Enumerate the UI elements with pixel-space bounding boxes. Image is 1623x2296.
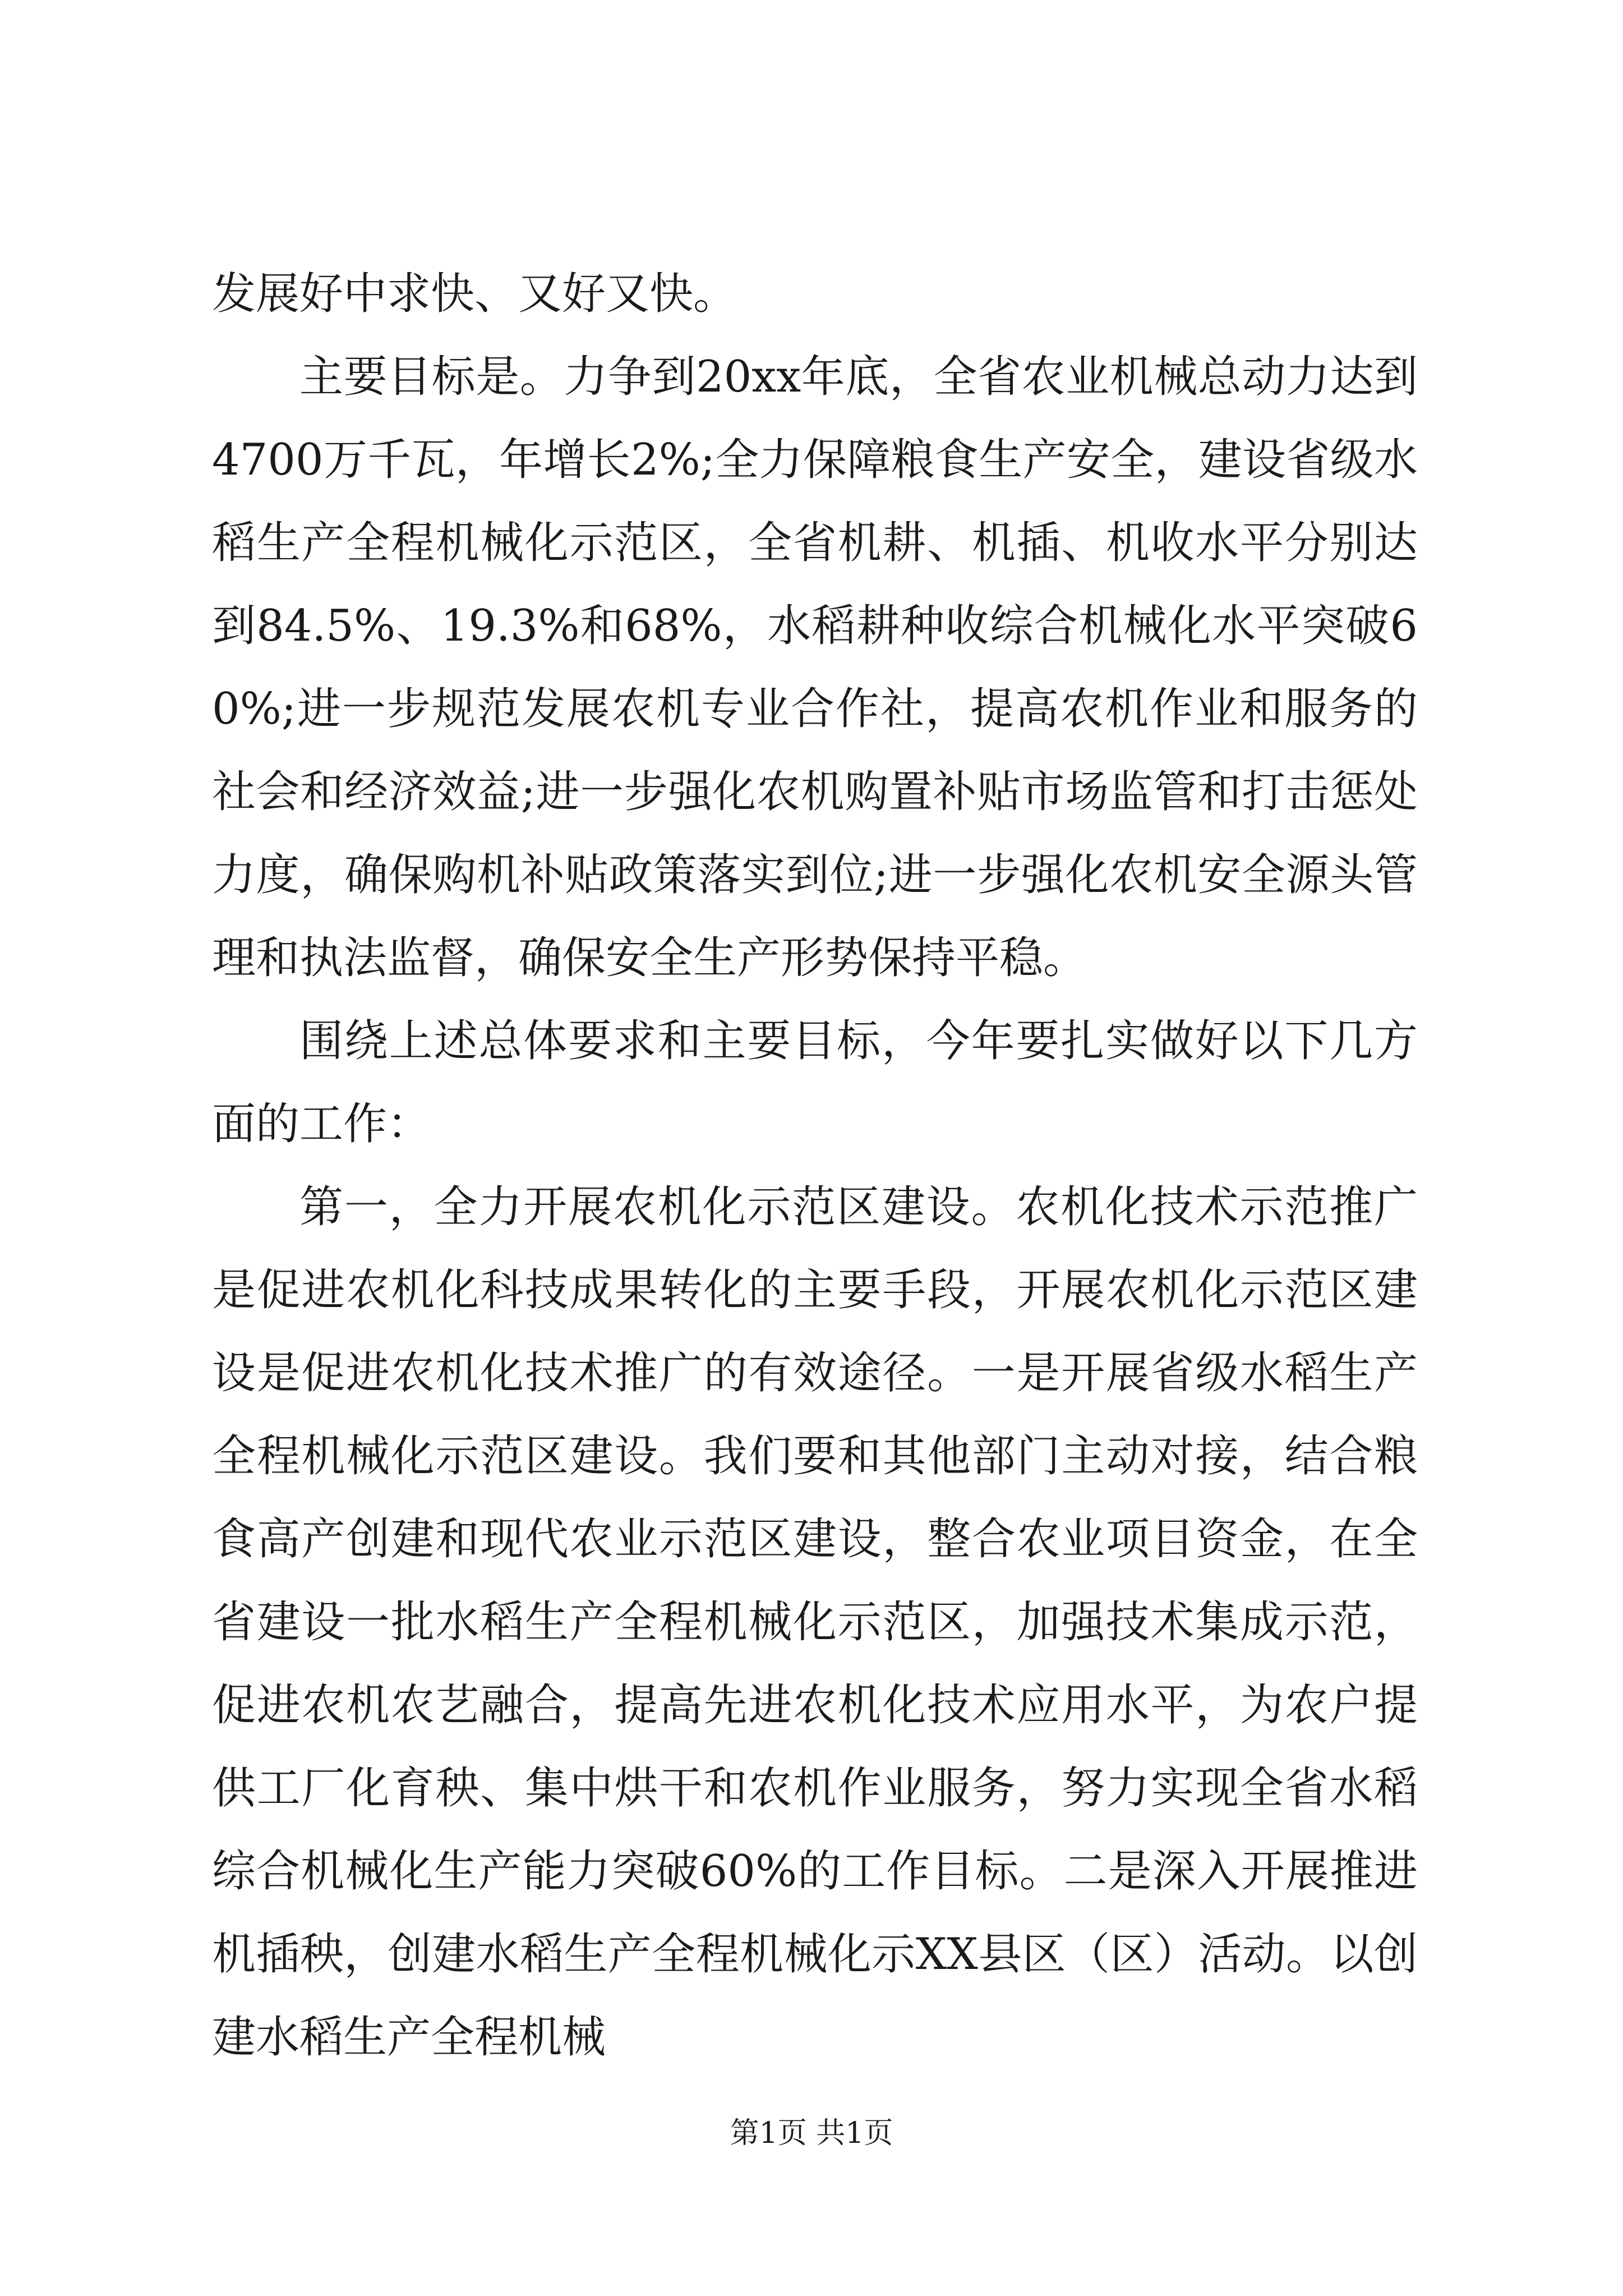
paragraph-main-goals: 主要目标是。力争到20xx年底，全省农业机械总动力达到4700万千瓦，年增长2%;全力保障粮食生产安全，建设省级水稻生产全程机械化示范区，全省机耕、机插、机收水平分别达到84.5%、19.3%和68%，水稻耕种收综合机械化水平突破60%;进一步规范发展农机专业合作社，提高农机作业和服务的社会和经济效益;进一步强化农机购置补贴市场监管和打击惩处力度，确保购机补贴政策落实到位;进一步强化农机安全源头管理和执法监督，确保安全生产形势保持平稳。 <box>212 352 1418 983</box>
paragraph-continuation: 发展好中求快、又好又快。 <box>212 269 737 319</box>
paragraph-demo-zone: 第一，全力开展农机化示范区建设。农机化技术示范推广是促进农机化科技成果转化的主要手段，开展农机化示范区建设是促进农机化技术推广的有效途径。一是开展省级水稻生产全程机械化示范区建设。我们要和其他部门主动对接，结合粮食高产创建和现代农业示范区建设，整合农业项目资金，在全省建设一批水稻生产全程机械化示范区，加强技术集成示范，促进农机农艺融合，提高先进农机化技术应用水平，为农户提供工厂化育秧、集中烘干和农机作业服务，努力实现全省水稻综合机械化生产能力突破60%的工作目标。二是深入开展推进机插秧，创建水稻生产全程机械化示XX县区（区）活动。以创建水稻生产全程机械 <box>212 1182 1418 2063</box>
document-body <box>212 252 1418 2079</box>
page-footer: 第1页 共1页 <box>730 2116 893 2150</box>
paragraph-work-intro: 围绕上述总体要求和主要目标，今年要扎实做好以下几方面的工作： <box>212 1016 1418 1149</box>
